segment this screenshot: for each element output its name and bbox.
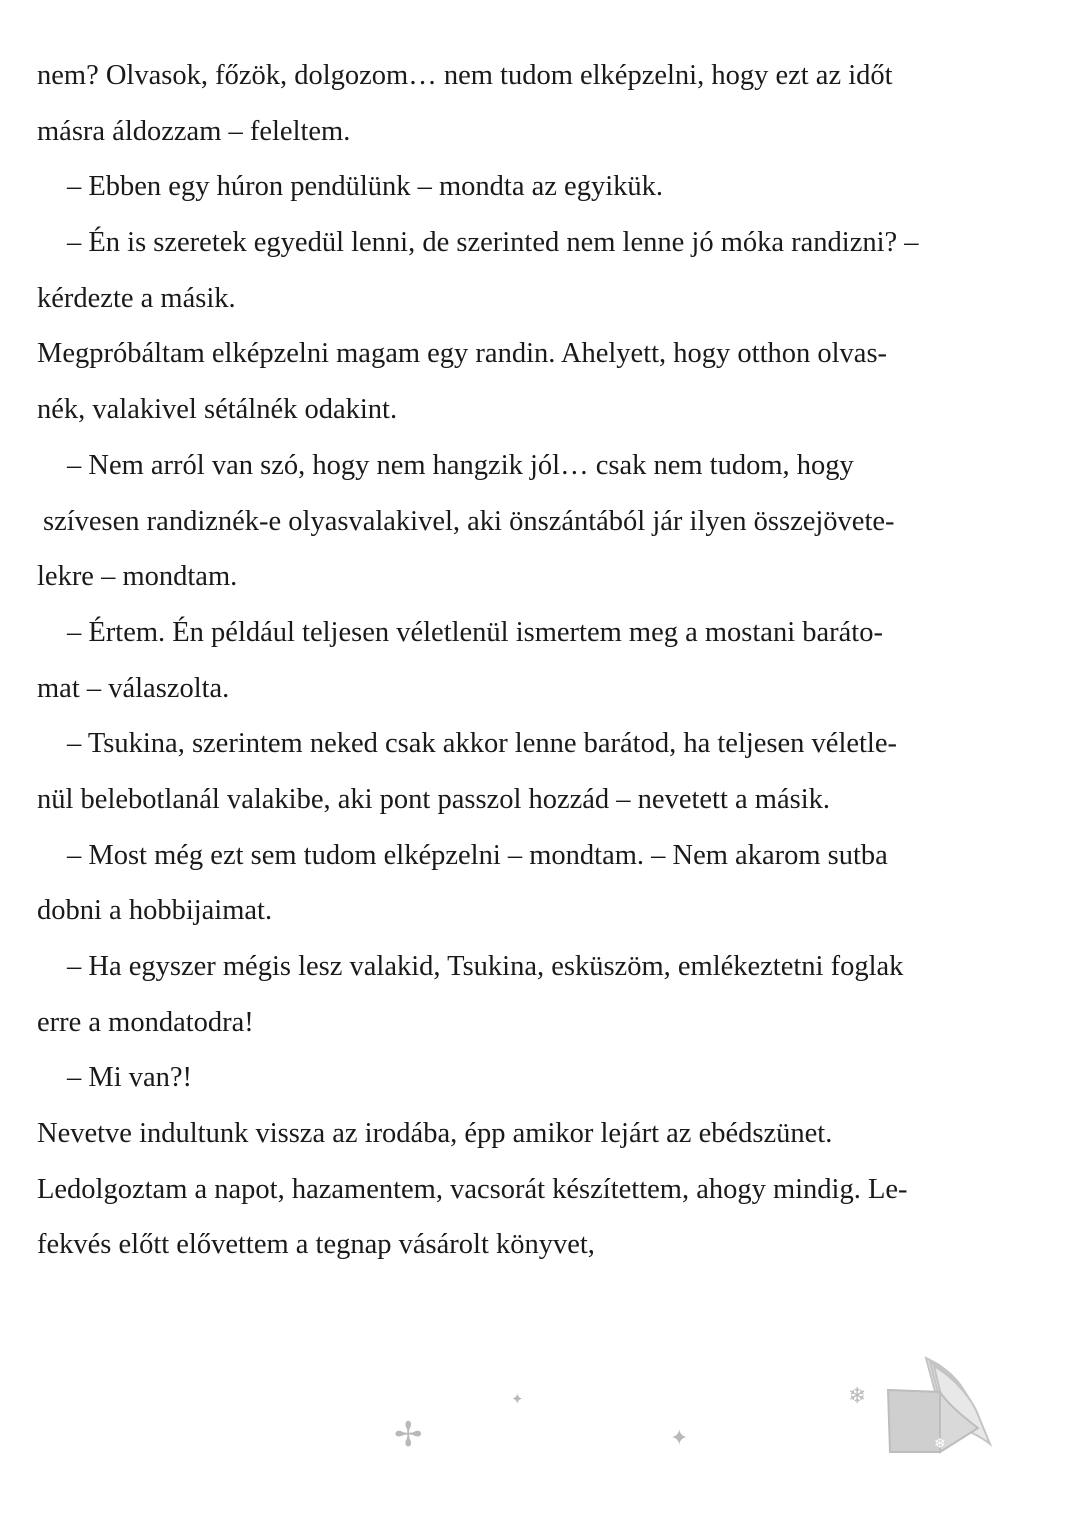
dialogue-line: – Nem arról van szó, hogy nem hangzik jól… csak nem tudom, hogy (67, 449, 854, 481)
snowflake-icon: ❄ (848, 1384, 867, 1409)
text-line: mat – válaszolta. (37, 672, 230, 704)
text-line: fekvés előtt elővettem a tegnap vásárolt könyvet, (37, 1229, 595, 1261)
text-line: erre a mondatodra! (37, 1006, 254, 1038)
dialogue-line: – Mi van?! (67, 1062, 193, 1094)
text-line: dobni a hobbijaimat. (37, 895, 273, 927)
dialogue-line: – Ebben egy húron pendülünk – mondta az egyikük. (67, 171, 663, 203)
text-line: nem? Olvasok, főzök, dolgozom… nem tudom elképzelni, hogy ezt az időt (37, 60, 893, 91)
text-line: nül belebotlanál valakibe, aki pont passzol hozzád – nevetett a másik. (37, 783, 830, 815)
text-line: lekre – mondtam. (37, 561, 238, 593)
dialogue-line: – Ha egyszer mégis lesz valakid, Tsukina, esküszöm, emlékeztetni foglak (67, 951, 904, 982)
text-line: nék, valakivel sétálnék odakint. (37, 394, 398, 426)
text-line: Ledolgoztam a napot, hazamentem, vacsorát készítettem, ahogy mindig. Le- (37, 1173, 908, 1205)
sparkle-icon: ✢ (394, 1415, 423, 1455)
dialogue-line: – Tsukina, szerintem neked csak akkor lenne barátod, ha teljesen véletle- (67, 728, 897, 760)
sparkle-icon: ✦ (511, 1390, 524, 1408)
text-line: másra áldozzam – feleltem. (37, 115, 351, 147)
dialogue-line: – Értem. Én például teljesen véletlenül ismertem meg a mostani baráto- (67, 616, 883, 648)
text-line: Nevetve indultunk vissza az irodába, épp amikor lejárt az ebédszünet. (37, 1118, 833, 1150)
dialogue-line: – Én is szeretek egyedül lenni, de szerinted nem lenne jó móka randizni? – (67, 227, 919, 259)
svg-text:❄: ❄ (934, 1436, 946, 1452)
sparkle-icon: ✦ (670, 1426, 689, 1451)
book-page-text (37, 48, 1041, 1273)
text-line: szívesen randiznék-e olyasvalakivel, aki önszántából jár ilyen összejövete- (43, 505, 895, 537)
open-book-icon (882, 1352, 994, 1460)
dialogue-line: – Most még ezt sem tudom elképzelni – mondtam. – Nem akarom sutba (67, 839, 888, 871)
text-line: kérdezte a másik. (37, 282, 236, 314)
text-line: Megpróbáltam elképzelni magam egy randin. Ahelyett, hogy otthon olvas- (37, 338, 888, 370)
